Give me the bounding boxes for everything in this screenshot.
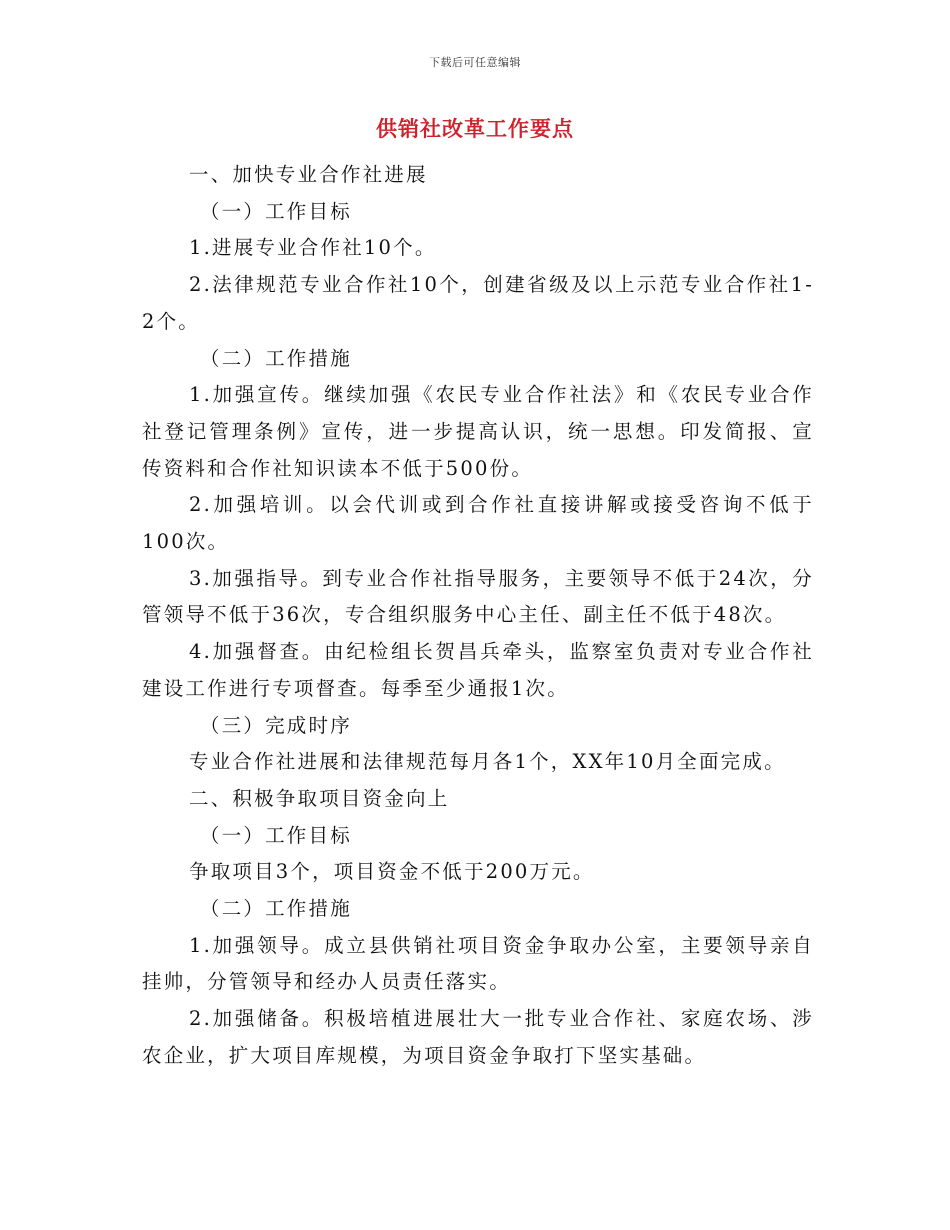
document-body — [142, 157, 814, 1075]
subsection-heading: （二）工作措施 — [200, 897, 352, 921]
body-paragraph: 4.加强督查。由纪检组长贺昌兵牵头，监察室负责对专业合作社建设工作进行专项督查。每季至少通报1次。 — [142, 640, 814, 700]
section-heading: 一、加快专业合作社进展 — [189, 163, 428, 186]
subsection-heading: （一）工作目标 — [200, 199, 352, 223]
body-paragraph: 1.进展专业合作社10个。 — [189, 236, 437, 260]
document-title: 供销社改革工作要点 — [376, 116, 574, 141]
body-paragraph: 2.加强培训。以会代训或到合作社直接讲解或接受咨询不低于100次。 — [142, 493, 814, 554]
body-paragraph: 专业合作社进展和法律规范每月各1个，XX年10月全面完成。 — [189, 750, 786, 774]
subsection-heading: （二）工作措施 — [200, 346, 352, 370]
body-paragraph: 2.加强储备。积极培植进展壮大一批专业合作社、家庭农场、涉农企业，扩大项目库规模，为项目资金争取打下坚实基础。 — [142, 1007, 814, 1067]
header-note: 下载后可任意编辑 — [429, 56, 521, 69]
body-paragraph: 1.加强宣传。继续加强《农民专业合作社法》和《农民专业合作社登记管理条例》宣传，进一步提高认识，统一思想。印发简报、宣传资料和合作社知识读本不低于500份。 — [142, 383, 814, 480]
body-paragraph: 1.加强领导。成立县供销社项目资金争取办公室，主要领导亲自挂帅，分管领导和经办人员责任落实。 — [142, 933, 814, 994]
subsection-heading: （三）完成时序 — [200, 713, 352, 737]
section-heading: 二、积极争取项目资金向上 — [189, 786, 450, 810]
body-paragraph: 3.加强指导。到专业合作社指导服务，主要领导不低于24次，分管领导不低于36次，专合组织服务中心主任、副主任不低于48次。 — [142, 566, 814, 627]
body-paragraph: 2.法律规范专业合作社10个，创建省级及以上示范专业合作社1-2个。 — [142, 273, 814, 333]
subsection-heading: （一）工作目标 — [200, 823, 352, 847]
body-paragraph: 争取项目3个，项目资金不低于200万元。 — [189, 860, 595, 884]
